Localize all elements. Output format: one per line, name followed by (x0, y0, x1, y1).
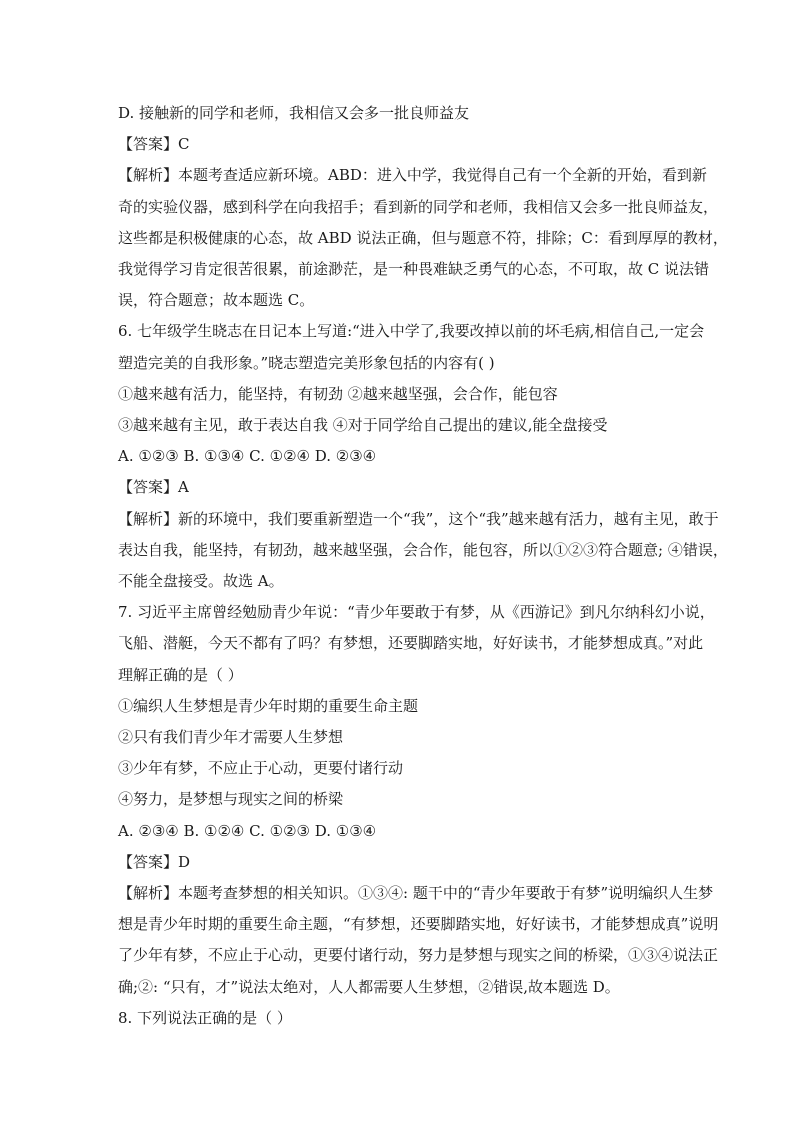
analysis-5 (118, 160, 728, 316)
text-line: 飞船、潜艇，今天不都有了吗？有梦想，还要脚踏实地，好好读书，才能梦想成真。”对此 (118, 634, 704, 653)
option-d (118, 98, 678, 129)
question-7 (118, 597, 715, 691)
choices-6 (118, 441, 678, 472)
statement-line: ①越来越有活力，能坚持，有韧劲 ②越来越坚强，会合作，能包容 (118, 384, 558, 403)
text-line: 【解析】本题考查适应新环境。ABD：进入中学，我觉得自己有一个全新的开始，看到新 (118, 166, 707, 185)
text-line: 【解析】本题考查梦想的相关知识。①③④: 题干中的“青少年要敢于有梦”说明编织人生梦 (118, 884, 714, 903)
text-line: 误，符合题意；故本题选 C。 (118, 291, 315, 310)
text-line: 8. 下列说法正确的是（ ） (118, 1008, 292, 1027)
text-line: D. 接触新的同学和老师，我相信又会多一批良师益友 (118, 104, 470, 122)
text-line: 确;②: “只有，才”说法太绝对，人人都需要人生梦想，②错误,故本题选 D。 (118, 977, 620, 996)
answer-5 (118, 129, 678, 160)
question-8 (118, 1003, 678, 1034)
text-line: 7. 习近平主席曾经勉励青少年说：“青少年要敢于有梦，从《西游记》到凡尔纳科幻小说， (118, 603, 715, 622)
text-line: 想是青少年时期的重要生命主题，“有梦想，还要脚踏实地，好好读书，才能梦想成真”说明 (118, 915, 719, 934)
statements-7 (118, 691, 678, 816)
text-line: 奇的实验仪器，感到科学在向我招手；看到新的同学和老师，我相信又会多一批良师益友， (118, 197, 719, 216)
text-line: 6. 七年级学生晓志在日记本上写道:“进入中学了,我要改掉以前的坏毛病,相信自己,一定会 (118, 322, 705, 341)
text-line: 不能全盘接受。故选 A。 (118, 572, 284, 591)
answer-line: 【答案】D (118, 852, 191, 871)
choices-line: A. ②③④ B. ①②④ C. ①②③ D. ①③④ (118, 821, 377, 840)
statement-line: ②只有我们青少年才需要人生梦想 (118, 728, 344, 747)
statement-line: ①编织人生梦想是青少年时期的重要生命主题 (118, 696, 419, 715)
text-line: 【解析】新的环境中，我们要重新塑造一个“我”，这个“我”越来越有活力，越有主见，敢于 (118, 509, 719, 528)
statements-6 (118, 379, 678, 441)
answer-7 (118, 847, 678, 878)
answer-line: 【答案】A (118, 478, 189, 497)
analysis-7 (118, 878, 719, 1003)
text-line: 我觉得学习肯定很苦很累，前途渺茫，是一种畏难缺乏勇气的心态，不可取，故 C 说法错 (118, 260, 710, 279)
question-6 (118, 316, 705, 378)
text-line: 表达自我，能坚持，有韧劲，越来越坚强，会合作，能包容，所以①②③符合题意; ④错误， (118, 540, 728, 559)
text-line: 了少年有梦，不应止于心动，更要付诸行动，努力是梦想与现实之间的桥梁，①③④说法正 (118, 946, 719, 965)
statement-line: ③少年有梦，不应止于心动，更要付诸行动 (118, 759, 404, 778)
analysis-6 (118, 504, 728, 598)
answer-line: 【答案】C (118, 135, 190, 154)
text-line: 这些都是积极健康的心态，故 ABD 说法正确，但与题意不符，排除；C：看到厚厚的教材， (118, 228, 728, 247)
text-line: 理解正确的是（ ） (118, 665, 243, 684)
choices-line: A. ①②③ B. ①③④ C. ①②④ D. ②③④ (118, 447, 377, 466)
text-line: 塑造完美的自我形象。”晓志塑造完美形象包括的内容有( ) (118, 353, 495, 372)
document-page (118, 98, 728, 1034)
choices-7 (118, 816, 678, 847)
statement-line: ③越来越有主见，敢于表达自我 ④对于同学给自己提出的建议,能全盘接受 (118, 416, 608, 435)
statement-line: ④努力，是梦想与现实之间的桥梁 (118, 790, 344, 809)
answer-6 (118, 472, 678, 503)
